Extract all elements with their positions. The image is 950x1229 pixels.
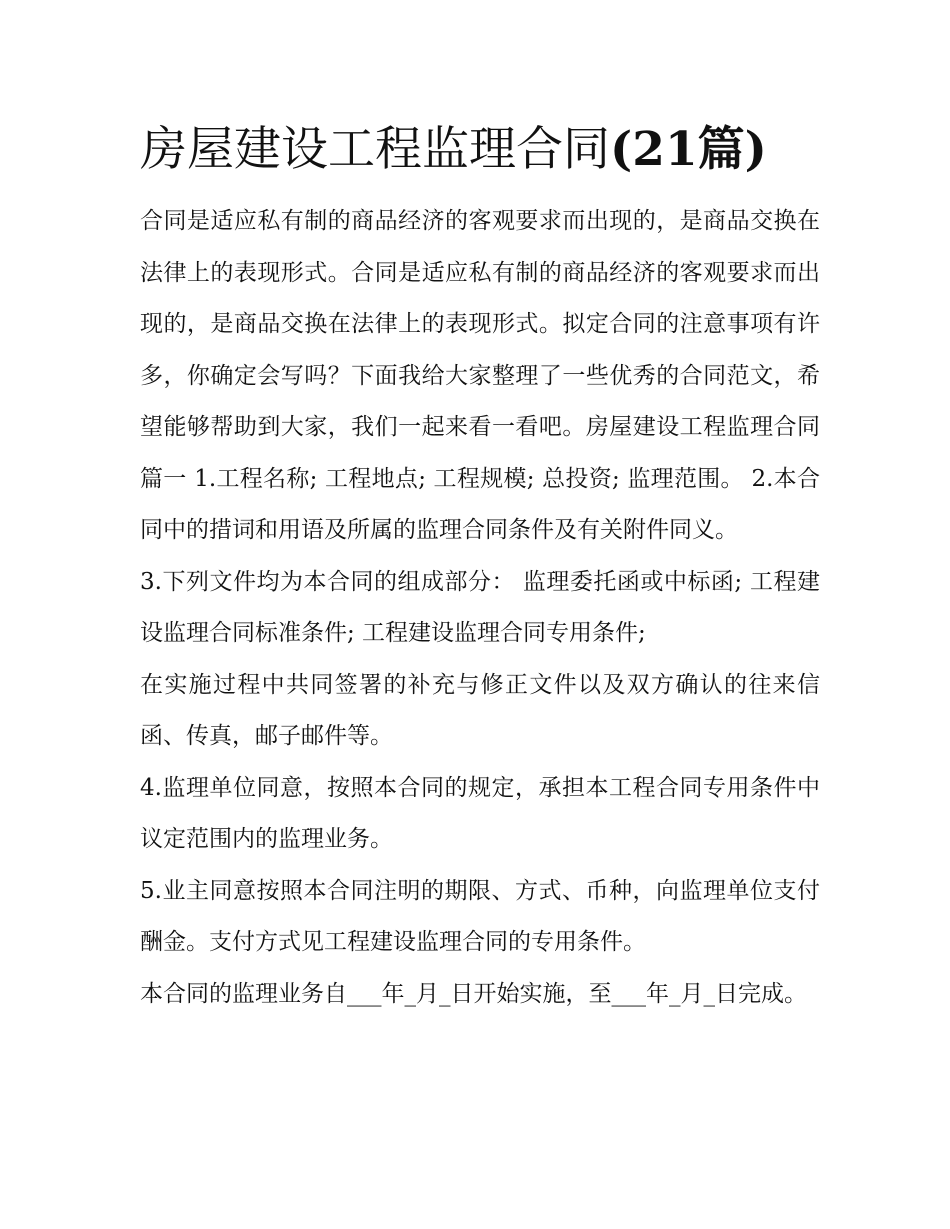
paragraph-term: 本合同的监理业务自___年_月_日开始实施，至___年_月_日完成。 <box>140 980 807 1007</box>
paragraph-item-5: 5.业主同意按照本合同注明的期限、方式、币种，向监理单位支付酬金。支付方式见工程建设监理合同的专用条件。 <box>140 877 820 955</box>
paragraph-item-3: 3.下列文件均为本合同的组成部分： 监理委托函或中标函; 工程建设监理合同标准条件; 工程建设监理合同专用条件; <box>140 568 820 646</box>
document-title <box>140 112 767 179</box>
document-body <box>140 196 820 1020</box>
document-title-suffix: (21篇) <box>610 122 767 177</box>
paragraph-item-3-continued: 在实施过程中共同签署的补充与修正文件以及双方确认的往来信函、传真，邮子邮件等。 <box>140 671 820 749</box>
document-title-main: 房屋建设工程监理合同 <box>140 122 610 177</box>
paragraph-item-4: 4.监理单位同意，按照本合同的规定，承担本工程合同专用条件中议定范围内的监理业务。 <box>140 774 820 852</box>
paragraph-intro: 合同是适应私有制的商品经济的客观要求而出现的，是商品交换在法律上的表现形式。合同是适应私有制的商品经济的客观要求而出现的，是商品交换在法律上的表现形式。拟定合同的注意事项有许多，你确定会写吗？下面我给大家整理了一些优秀的合同范文，希望能够帮助到大家，我们一起来看一看吧。房屋建设工程监理合同篇一 1.工程名称; 工程地点; 工程规模; 总投资; 监理范围。 2.本合同中的措词和用语及所属的监理合同条件及有关附件同义。 <box>140 208 820 543</box>
